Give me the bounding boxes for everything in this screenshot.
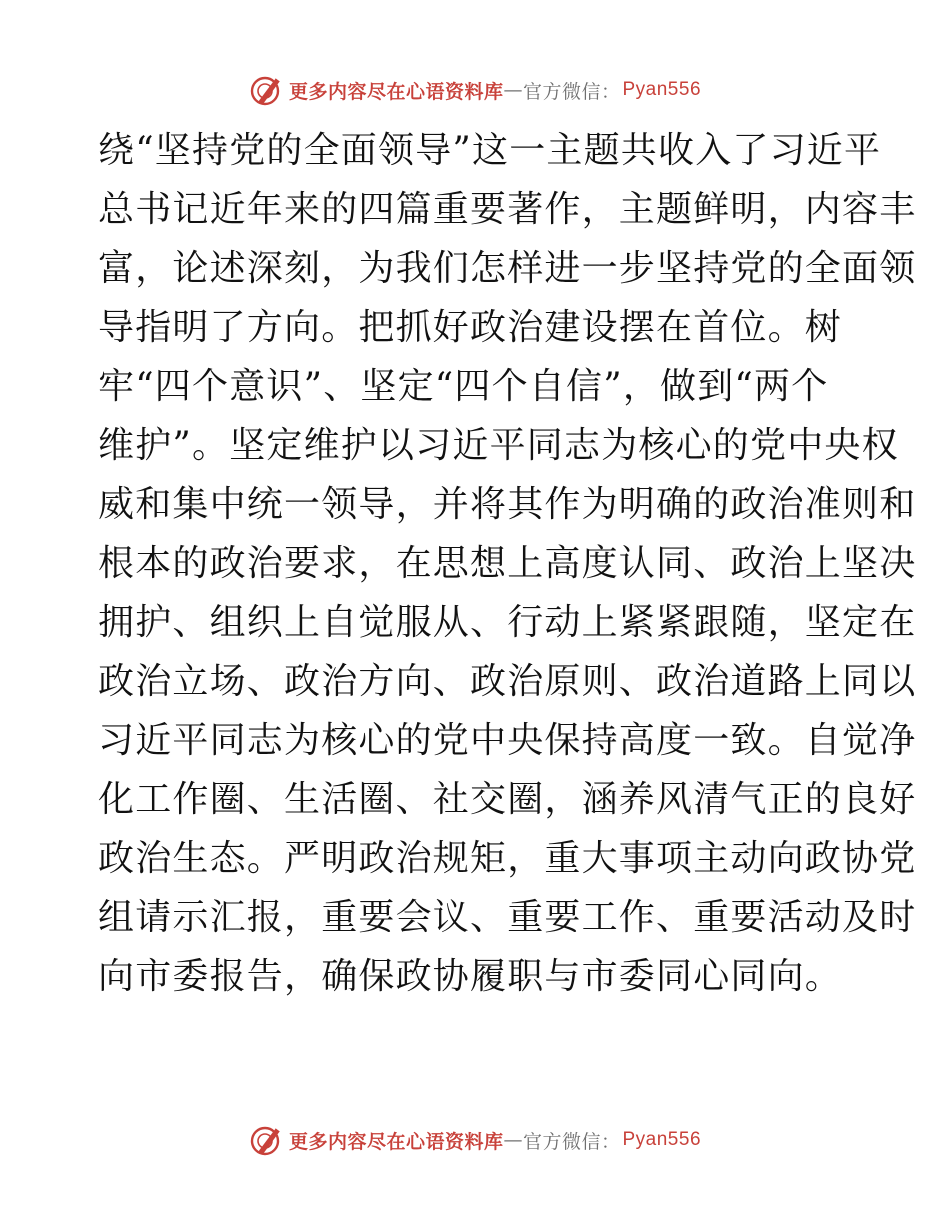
banner-wechat-id: Pyan556 — [622, 1129, 702, 1150]
body-line: 化工作圈、生活圈、社交圈，涵养风清气正的良好 — [98, 779, 917, 820]
pen-logo-icon — [249, 1123, 283, 1157]
banner-wechat-id: Pyan556 — [622, 79, 702, 100]
body-line: 导指明了方向。把抓好政治建设摆在首位。树 — [98, 307, 843, 348]
footer-watermark-banner — [0, 1120, 950, 1160]
body-line: 威和集中统一领导，并将其作为明确的政治准则和 — [98, 484, 917, 525]
body-line: 政治生态。严明政治规矩，重大事项主动向政协党 — [98, 838, 917, 879]
body-line: 组请示汇报，重要会议、重要工作、重要活动及时 — [98, 897, 917, 938]
document-body — [98, 121, 917, 1006]
body-line: 根本的政治要求，在思想上高度认同、政治上坚决 — [98, 543, 917, 584]
body-line: 牢“四个意识”、坚定“四个自信”，做到“两个 — [98, 366, 829, 407]
banner-dash: — — [503, 1129, 523, 1151]
body-line: 拥护、组织上自觉服从、行动上紧紧跟随，坚定在 — [98, 602, 917, 643]
banner-wechat-label: 官方微信： — [522, 1130, 621, 1153]
body-line: 向市委报告，确保政协履职与市委同心同向。 — [98, 956, 843, 997]
header-watermark-banner — [0, 70, 950, 110]
body-line: 绕“坚持党的全面领导”这一主题共收入了习近平 — [98, 130, 882, 171]
banner-site-text: 更多内容尽在心语资料库 — [288, 80, 504, 103]
pen-logo-icon — [249, 73, 283, 107]
body-line: 总书记近年来的四篇重要著作，主题鲜明，内容丰 — [98, 189, 917, 230]
banner-dash: — — [503, 79, 523, 101]
body-line: 政治立场、政治方向、政治原则、政治道路上同以 — [98, 661, 917, 702]
body-line: 习近平同志为核心的党中央保持高度一致。自觉净 — [98, 720, 917, 761]
banner-wechat-label: 官方微信： — [522, 80, 621, 103]
banner-site-text: 更多内容尽在心语资料库 — [288, 1130, 504, 1153]
body-line: 富，论述深刻，为我们怎样进一步坚持党的全面领 — [98, 248, 917, 289]
body-line: 维护”。坚定维护以习近平同志为核心的党中央权 — [98, 425, 899, 466]
